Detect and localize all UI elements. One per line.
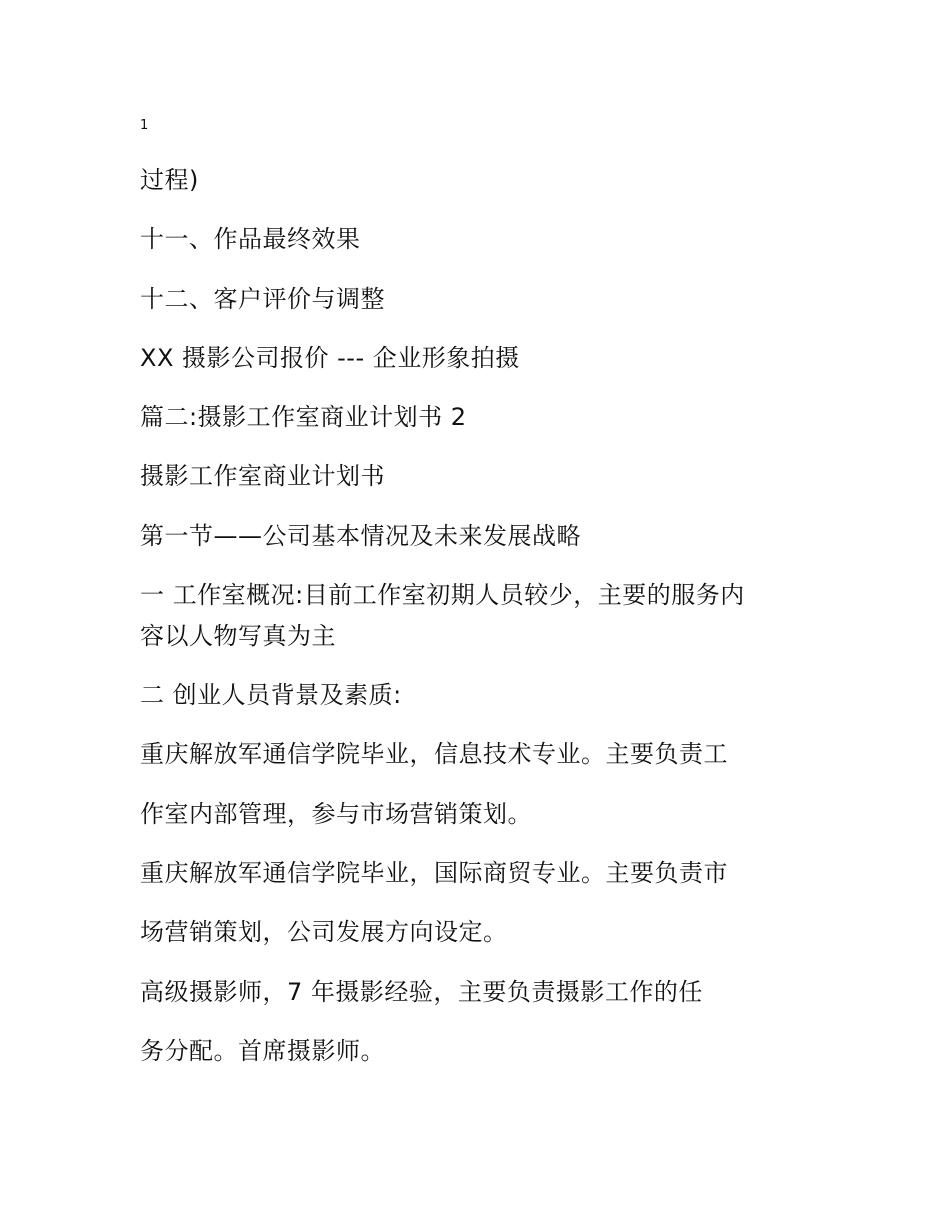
page-number: 1	[140, 118, 149, 133]
text-line: 高级摄影师，7 年摄影经验，主要负责摄影工作的任	[140, 978, 703, 1006]
text-line: 容以人物写真为主	[140, 622, 336, 650]
chapter-heading: 篇二:摄影工作室商业计划书 2	[140, 403, 467, 431]
text-line: 场营销策划，公司发展方向设定。	[140, 918, 508, 946]
text-line: 过程)	[140, 166, 199, 194]
text-line: 作室内部管理，参与市场营销策划。	[140, 800, 532, 828]
document-title: 摄影工作室商业计划书	[140, 462, 385, 490]
text-line: 重庆解放军通信学院毕业，信息技术专业。主要负责工	[140, 740, 728, 768]
text-line: 十一、作品最终效果	[140, 225, 361, 253]
text-line: 一 工作室概况:目前工作室初期人员较少，主要的服务内	[140, 581, 745, 609]
text-line: 务分配。首席摄影师。	[140, 1037, 385, 1065]
text-line: 十二、客户评价与调整	[140, 285, 385, 313]
section-heading: 第一节——公司基本情况及未来发展战略	[140, 522, 581, 550]
text-line: 重庆解放军通信学院毕业，国际商贸专业。主要负责市	[140, 859, 728, 887]
company-quote-heading: XX 摄影公司报价 --- 企业形象拍摄	[140, 344, 520, 372]
text-line: 二 创业人员背景及素质:	[140, 681, 402, 709]
